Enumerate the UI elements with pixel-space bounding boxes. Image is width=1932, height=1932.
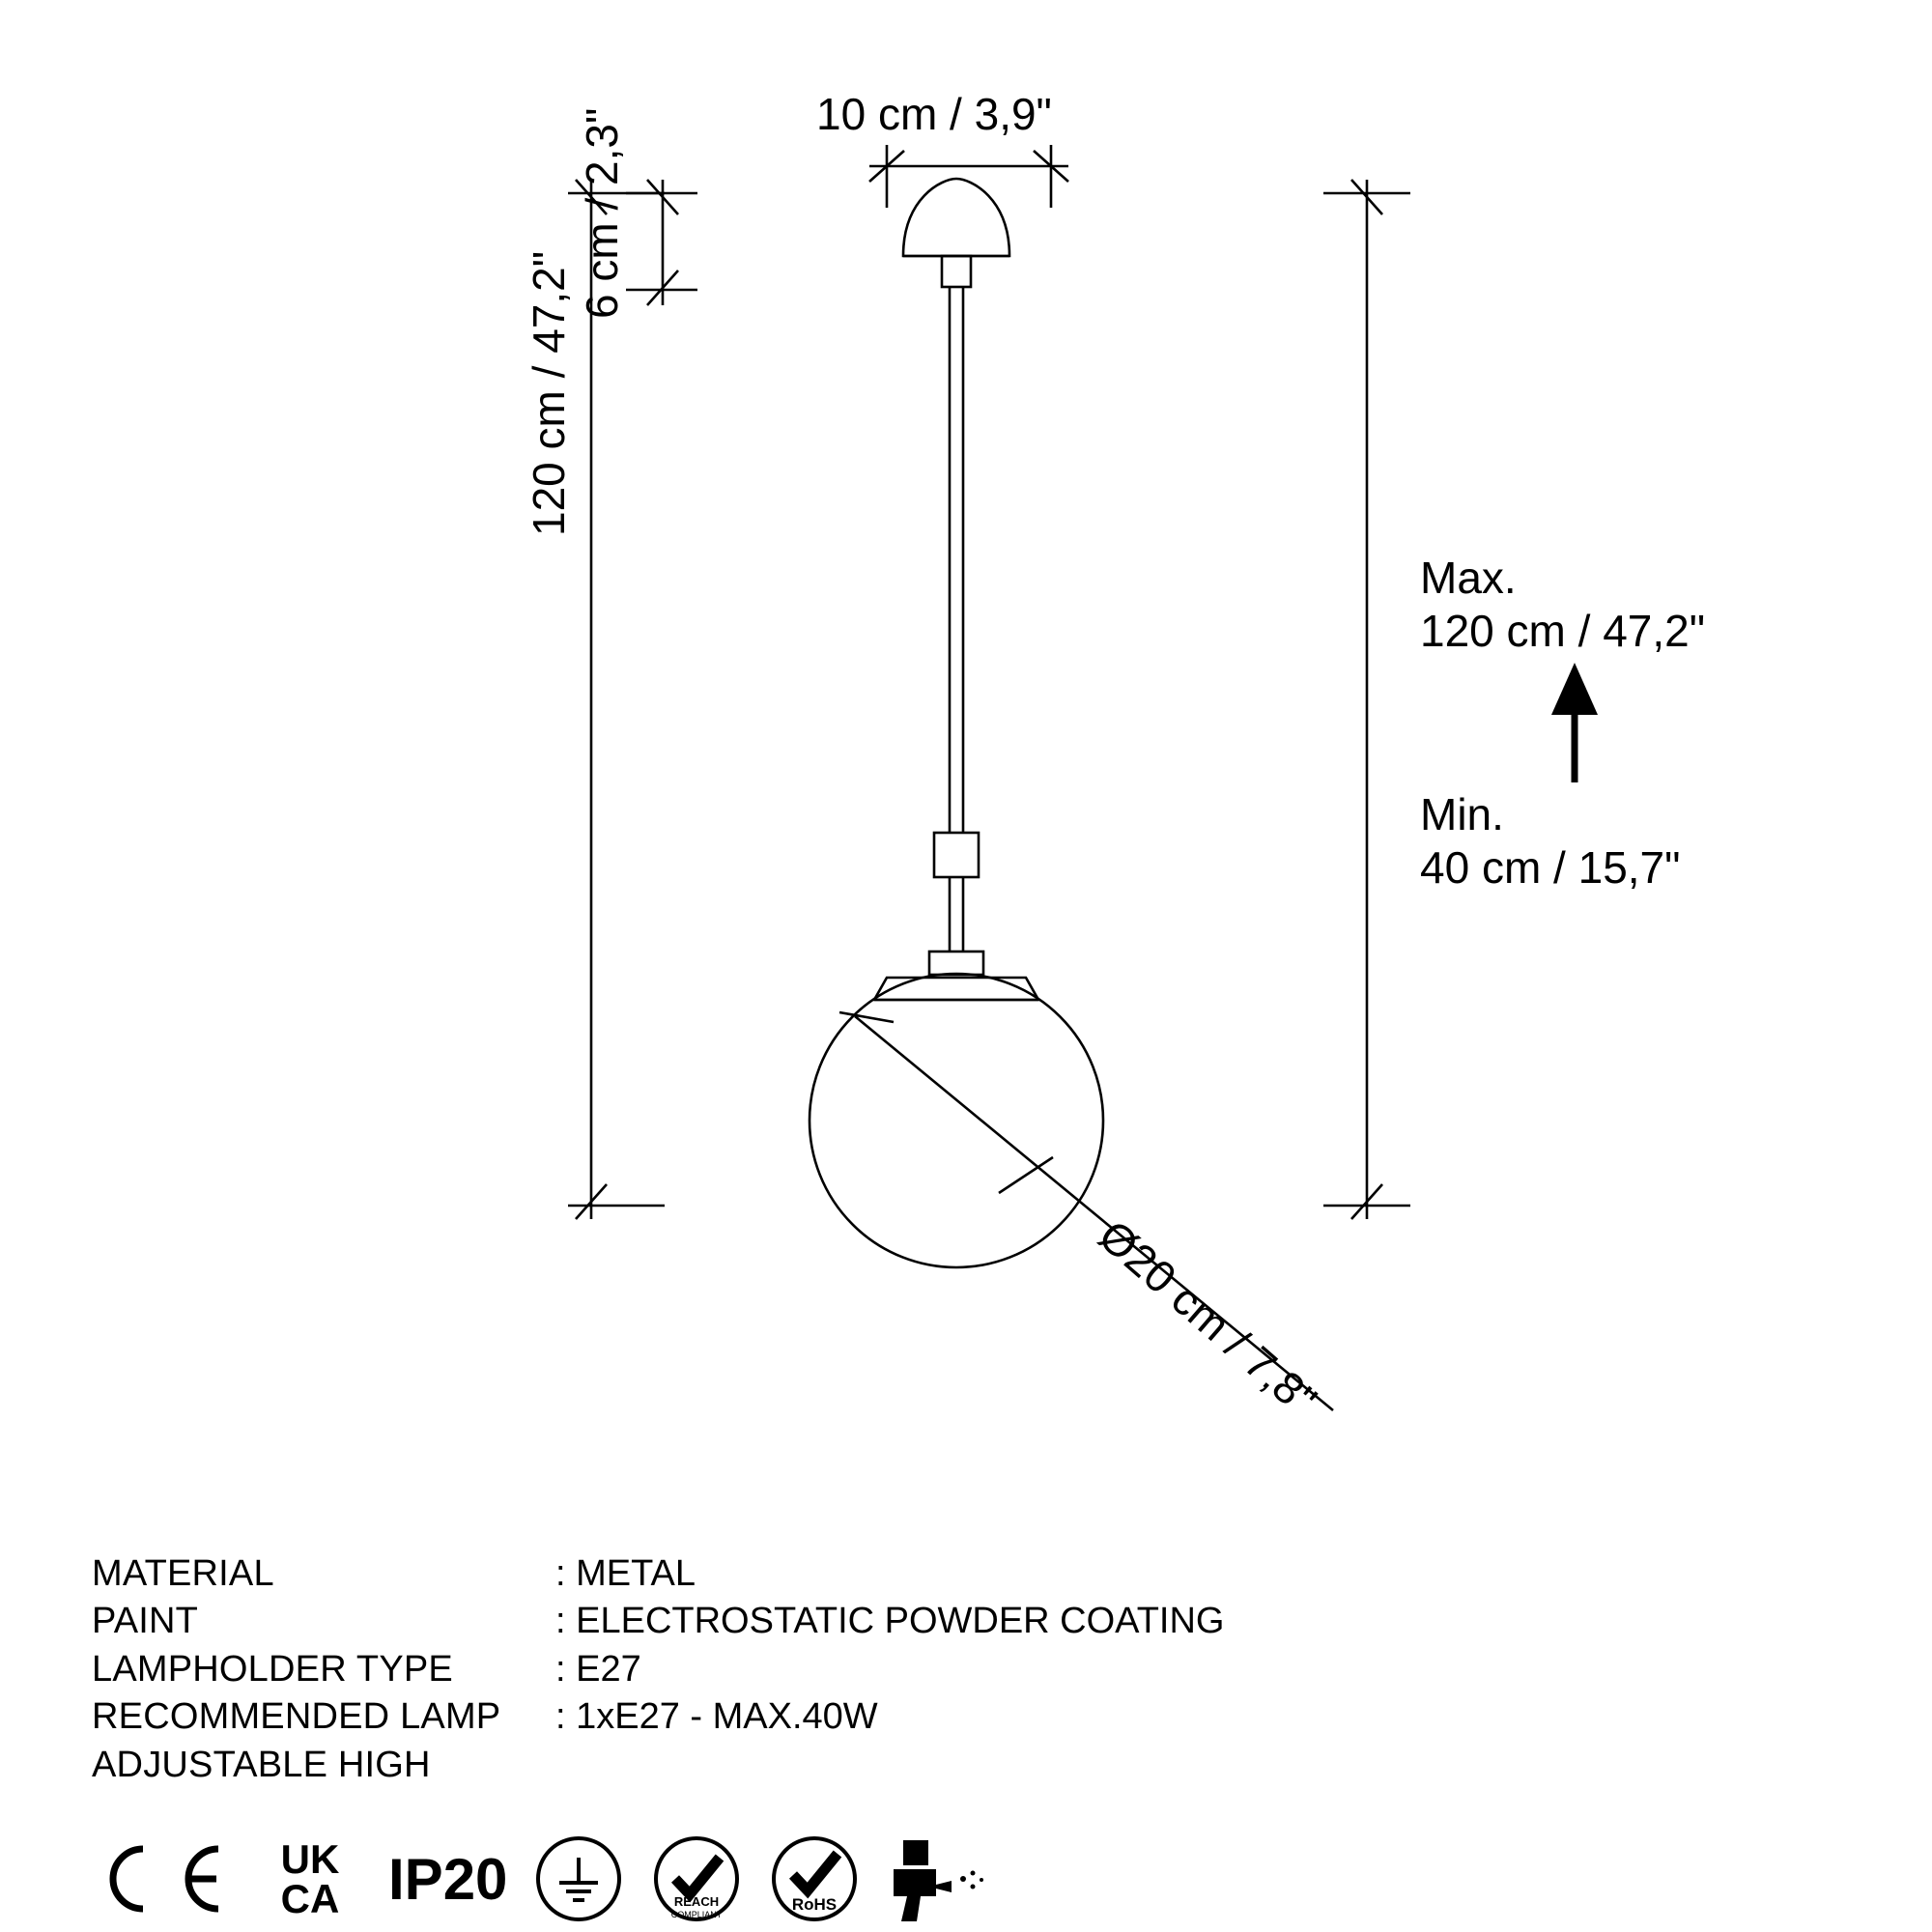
cable-connector: [934, 833, 979, 952]
dim-label-total-height: 120 cm / 47,2": [524, 250, 574, 536]
canopy: [903, 179, 1009, 287]
spec-row: [92, 1646, 1224, 1693]
dim-adjustable-range: [1323, 180, 1410, 1219]
label-max-value: 120 cm / 47,2": [1420, 606, 1706, 656]
dim-label-globe-diameter: Ø20 cm / 7,8": [1089, 1209, 1327, 1426]
ukca-mark-icon: [257, 1835, 363, 1922]
dim-canopy-height: [626, 180, 697, 305]
svg-text:REACH: REACH: [674, 1894, 720, 1909]
spec-row: [92, 1550, 1224, 1598]
suspension-cable: [950, 287, 963, 833]
spec-value: : 1xE27 - MAX.40W: [555, 1696, 878, 1738]
ukca-line2: CA: [280, 1876, 340, 1921]
label-min-title: Min.: [1420, 789, 1504, 839]
spec-key: PAINT: [92, 1601, 199, 1642]
dim-label-canopy-height: 6 cm / 2,3": [577, 107, 627, 319]
svg-text:COMPLIANT: COMPLIANT: [671, 1910, 723, 1919]
spec-value: : E27: [555, 1648, 641, 1690]
spec-value: : ELECTROSTATIC POWDER COATING: [555, 1601, 1225, 1642]
spec-row: [92, 1742, 1224, 1789]
specifications-table: [92, 1550, 1224, 1789]
protection-class-i-icon: [532, 1833, 625, 1925]
svg-text:RoHS: RoHS: [792, 1895, 838, 1914]
label-max-title: Max.: [1420, 553, 1517, 603]
ukca-line1: UK: [280, 1835, 340, 1882]
label-min-value: 40 cm / 15,7": [1420, 842, 1681, 893]
dim-total-height: [568, 180, 665, 1219]
globe-shade: [810, 974, 1103, 1267]
spec-value: : METAL: [555, 1553, 696, 1594]
spec-key: MATERIAL: [92, 1553, 274, 1594]
rohs-compliant-icon: [768, 1833, 861, 1925]
spec-row: [92, 1693, 1224, 1741]
dim-label-canopy-width: 10 cm / 3,9": [816, 89, 1052, 139]
spec-key: LAMPHOLDER TYPE: [92, 1648, 453, 1690]
certification-row: [87, 1826, 992, 1932]
spec-key: RECOMMENDED LAMP: [92, 1696, 501, 1738]
ip-rating-icon: IP20: [388, 1846, 508, 1912]
spec-row: [92, 1598, 1224, 1645]
up-arrow-head: [1551, 663, 1598, 715]
spec-key: ADJUSTABLE HIGH: [92, 1744, 431, 1785]
reach-compliant-icon: [650, 1833, 743, 1925]
dim-canopy-width: [869, 145, 1068, 208]
spray-gun-powder-coating-icon: [886, 1833, 992, 1925]
lamp-holder: [874, 952, 1038, 1000]
ce-mark-icon: [87, 1835, 232, 1922]
